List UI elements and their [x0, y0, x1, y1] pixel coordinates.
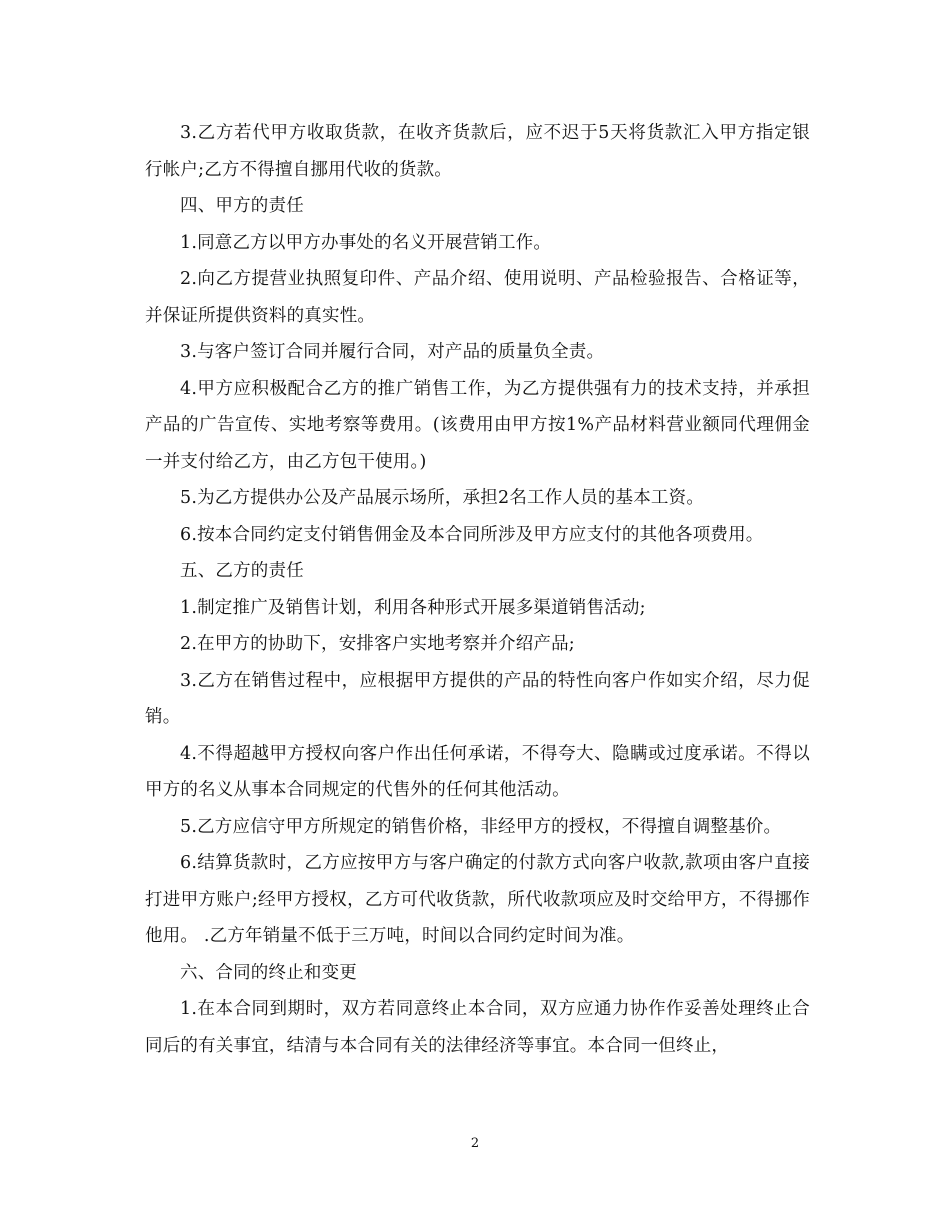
- paragraph: 1.制定推广及销售计划，利用各种形式开展多渠道销售活动;: [180, 597, 646, 618]
- paragraph: 3.与客户签订合同并履行合同，对产品的质量负全责。: [180, 342, 605, 362]
- paragraph: 5.乙方应信守甲方所规定的销售价格，非经甲方的授权，不得擅自调整基价。: [180, 816, 782, 837]
- section-heading: 五、乙方的责任: [180, 561, 304, 581]
- paragraph: 5.为乙方提供办公及产品展示场所，承担2名工作人员的基本工资。: [180, 488, 705, 508]
- paragraph: 1.在本合同到期时，双方若同意终止本合同，双方应通力协作作妥善处理终止合同后的有关事宜，结清与本合同有关的法律经济等事宜。本合同一但终止，: [145, 999, 810, 1056]
- paragraph: 3.乙方若代甲方收取货款，在收齐货款后，应不迟于5天将货款汇入甲方指定银行帐户;乙方不得擅自挪用代收的货款。: [145, 123, 810, 180]
- paragraph: 2.向乙方提营业执照复印件、产品介绍、使用说明、产品检验报告、合格证等，并保证所提供资料的真实性。: [145, 269, 810, 326]
- paragraph: 2.在甲方的协助下，安排客户实地考察并介绍产品;: [180, 634, 575, 654]
- section-heading: 四、甲方的责任: [180, 196, 304, 216]
- paragraph: 4.不得超越甲方授权向客户作出任何承诺，不得夸大、隐瞒或过度承诺。不得以甲方的名义从事本合同规定的代售外的任何其他活动。: [145, 743, 810, 800]
- paragraph: 1.同意乙方以甲方办事处的名义开展营销工作。: [180, 232, 552, 253]
- paragraph: 3.乙方在销售过程中，应根据甲方提供的产品的特性向客户作如实介绍，尽力促销。: [145, 670, 810, 727]
- paragraph: 6.结算货款时，乙方应按甲方与客户确定的付款方式向客户收款,款项由客户直接打进甲方账户;经甲方授权，乙方可代收货款，所代收款项应及时交给甲方，不得挪作他用。 .乙方年销量不低于三万吨，时间以合同约定时间为准。: [145, 853, 810, 946]
- paragraph: 4.甲方应积极配合乙方的推广销售工作，为乙方提供强有力的技术支持，并承担产品的广告宣传、实地考察等费用。(该费用由甲方按1%产品材料营业额同代理佣金一并支付给乙方，由乙方包干使用。): [145, 378, 810, 472]
- document-body: [145, 115, 810, 1064]
- paragraph: 6.按本合同约定支付销售佣金及本合同所涉及甲方应支付的其他各项费用。: [180, 524, 764, 545]
- section-heading: 六、合同的终止和变更: [180, 962, 357, 983]
- page-number: 2: [470, 1136, 480, 1151]
